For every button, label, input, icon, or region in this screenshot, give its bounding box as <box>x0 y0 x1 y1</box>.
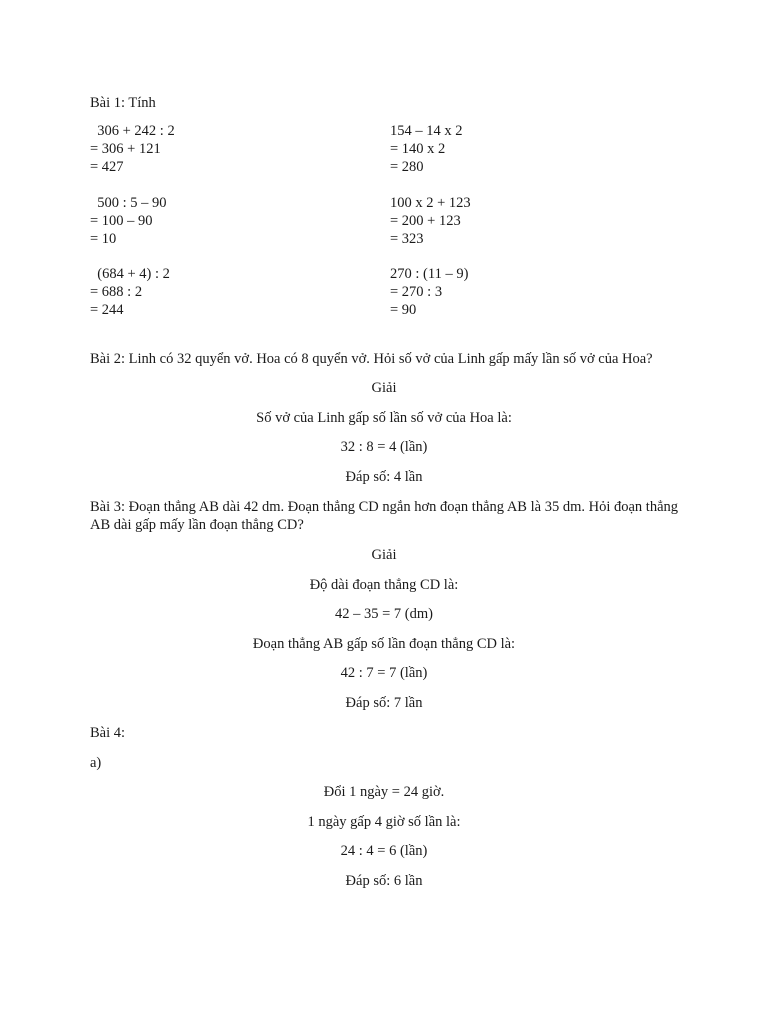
bai1-expr-1-line-1: 306 + 242 : 2 <box>90 123 175 139</box>
bai2-answer: Đáp số: 4 lần <box>345 469 423 485</box>
bai1-expr-5-line-2: = 200 + 123 <box>390 213 461 229</box>
bai1-expr-2-line-3: = 10 <box>90 231 117 247</box>
bai1-title: Bài 1: Tính <box>90 95 156 111</box>
bai1-expr-2-line-1: 500 : 5 – 90 <box>90 195 167 211</box>
bai1-expr-2-line-2: = 100 – 90 <box>90 213 153 229</box>
bai4-title: Bài 4: <box>90 725 126 741</box>
bai1-expr-3-line-3: = 244 <box>90 302 124 318</box>
bai2-calc-1: 32 : 8 = 4 (lần) <box>340 439 428 455</box>
bai1-expr-6-line-2: = 270 : 3 <box>390 284 443 300</box>
bai4-step-2: 1 ngày gấp 4 giờ số lần là: <box>307 814 461 830</box>
bai3-calc-2: 42 : 7 = 7 (lần) <box>340 665 428 681</box>
bai3-step-2: Đoạn thẳng AB gấp số lần đoạn thẳng CD là: <box>252 636 516 652</box>
bai3-problem: Bài 3: Đoạn thẳng AB dài 42 dm. Đoạn thẳng CD ngắn hơn đoạn thẳng AB là 35 dm. Hỏi đoạn thẳng AB dài gấp mấy lần đoạn thẳng CD? <box>90 499 679 533</box>
bai1-expr-6-line-3: = 90 <box>390 302 417 318</box>
bai1-expr-1-line-2: = 306 + 121 <box>90 141 161 157</box>
bai4-step-1: Đổi 1 ngày = 24 giờ. <box>323 784 445 800</box>
bai3-step-1: Độ dài đoạn thẳng CD là: <box>309 577 459 593</box>
bai2-solution-heading: Giải <box>371 380 397 396</box>
bai3-answer: Đáp số: 7 lần <box>345 695 423 711</box>
bai1-expr-5-line-1: 100 x 2 + 123 <box>390 195 471 211</box>
bai1-expr-3-line-2: = 688 : 2 <box>90 284 143 300</box>
bai4-answer: Đáp số: 6 lần <box>345 873 423 889</box>
bai3-calc-1: 42 – 35 = 7 (dm) <box>335 606 433 622</box>
bai1-expr-4-line-2: = 140 x 2 <box>390 141 446 157</box>
bai1-expr-5-line-3: = 323 <box>390 231 424 247</box>
bai2-problem: Bài 2: Linh có 32 quyển vở. Hoa có 8 quyển vở. Hỏi số vở của Linh gấp mấy lần số vở của Hoa? <box>90 351 653 367</box>
bai4-part-a: a) <box>90 755 102 771</box>
bai2-step-1: Số vở của Linh gấp số lần số vở của Hoa là: <box>256 410 512 426</box>
bai3-solution-heading: Giải <box>371 547 397 563</box>
bai1-expr-4-line-3: = 280 <box>390 159 424 175</box>
bai4-calc-1: 24 : 4 = 6 (lần) <box>340 843 428 859</box>
bai1-expr-6-line-1: 270 : (11 – 9) <box>390 266 469 282</box>
bai1-expr-4-line-1: 154 – 14 x 2 <box>390 123 463 139</box>
bai1-expr-1-line-3: = 427 <box>90 159 124 175</box>
bai1-expr-3-line-1: (684 + 4) : 2 <box>90 266 170 282</box>
